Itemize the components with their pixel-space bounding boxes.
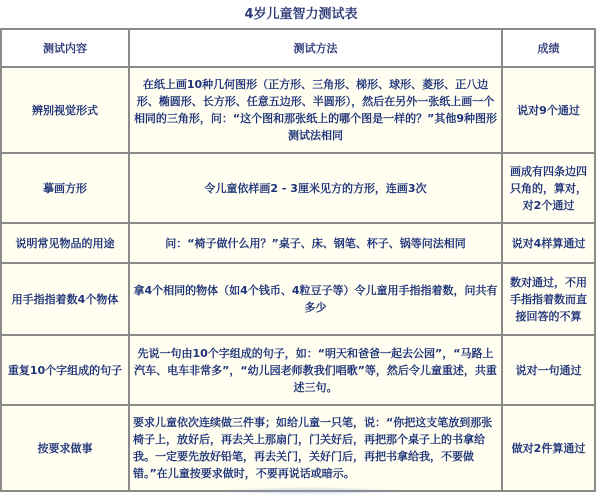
table-header-row xyxy=(1,29,595,67)
row-item: 辨别视觉形式 xyxy=(1,67,129,153)
row-item: 摹画方形 xyxy=(1,153,129,223)
header-method: 测试方法 xyxy=(129,29,502,67)
row-result: 画成有四条边四只角的，算对，对2个通过 xyxy=(502,153,595,223)
row-result: 说对4样算通过 xyxy=(502,223,595,263)
row-method: 令儿童依样画2 - 3厘米见方的方形，连画3次 xyxy=(129,153,502,223)
row-item: 说明常见物品的用途 xyxy=(1,223,129,263)
row-result: 说对9个通过 xyxy=(502,67,595,153)
row-item: 用手指指着数4个物体 xyxy=(1,263,129,335)
row-method: 拿4个相同的物体（如4个钱币、4粒豆子等）令儿童用手指指着数，问共有多少 xyxy=(129,263,502,335)
row-result: 说对一句通过 xyxy=(502,335,595,405)
row-method: 要求儿童依次连续做三件事；如给儿童一只笔，说：“你把这支笔放到那张椅子上，放好后，再去关上那扇门，门关好后，再把那个桌子上的书拿给我。一定要先放好铅笔，再去关门，关好门后，再把书拿给我，不要做错。”在儿童按要求做时，不要再说话或暗示。 xyxy=(129,405,502,491)
row-item: 重复10个字组成的句子 xyxy=(1,335,129,405)
row-item: 按要求做事 xyxy=(1,405,129,491)
table-row xyxy=(1,405,595,491)
table-row xyxy=(1,153,595,223)
row-result: 数对通过，不用手指指着数而直接回答的不算 xyxy=(502,263,595,335)
table-row xyxy=(1,263,595,335)
table-row xyxy=(1,223,595,263)
decorative-shadow xyxy=(220,487,400,495)
header-item: 测试内容 xyxy=(1,29,129,67)
row-method: 在纸上画10种几何图形（正方形、三角形、梯形、球形、菱形、正八边形、椭圆形、长方形、任意五边形、半圆形），然后在另外一张纸上画一个相同的三角形，问：“这个图和那张纸上的哪个图是一样的？”其他9种图形测试法相同 xyxy=(129,67,502,153)
table-row xyxy=(1,335,595,405)
table-row xyxy=(1,67,595,153)
row-method: 问：“椅子做什么用？”桌子、床、钢笔、杯子、锅等问法相同 xyxy=(129,223,502,263)
page-title: 4岁儿童智力测试表 xyxy=(244,7,358,22)
header-result: 成绩 xyxy=(502,29,595,67)
test-table xyxy=(0,28,596,492)
row-method: 先说一句由10个字组成的句子，如：“明天和爸爸一起去公园”，“马路上汽车、电车非常多”，“幼儿园老师教我们唱歌”等，然后令儿童重述，共重述三句。 xyxy=(129,335,502,405)
row-result: 做对2件算通过 xyxy=(502,405,595,491)
